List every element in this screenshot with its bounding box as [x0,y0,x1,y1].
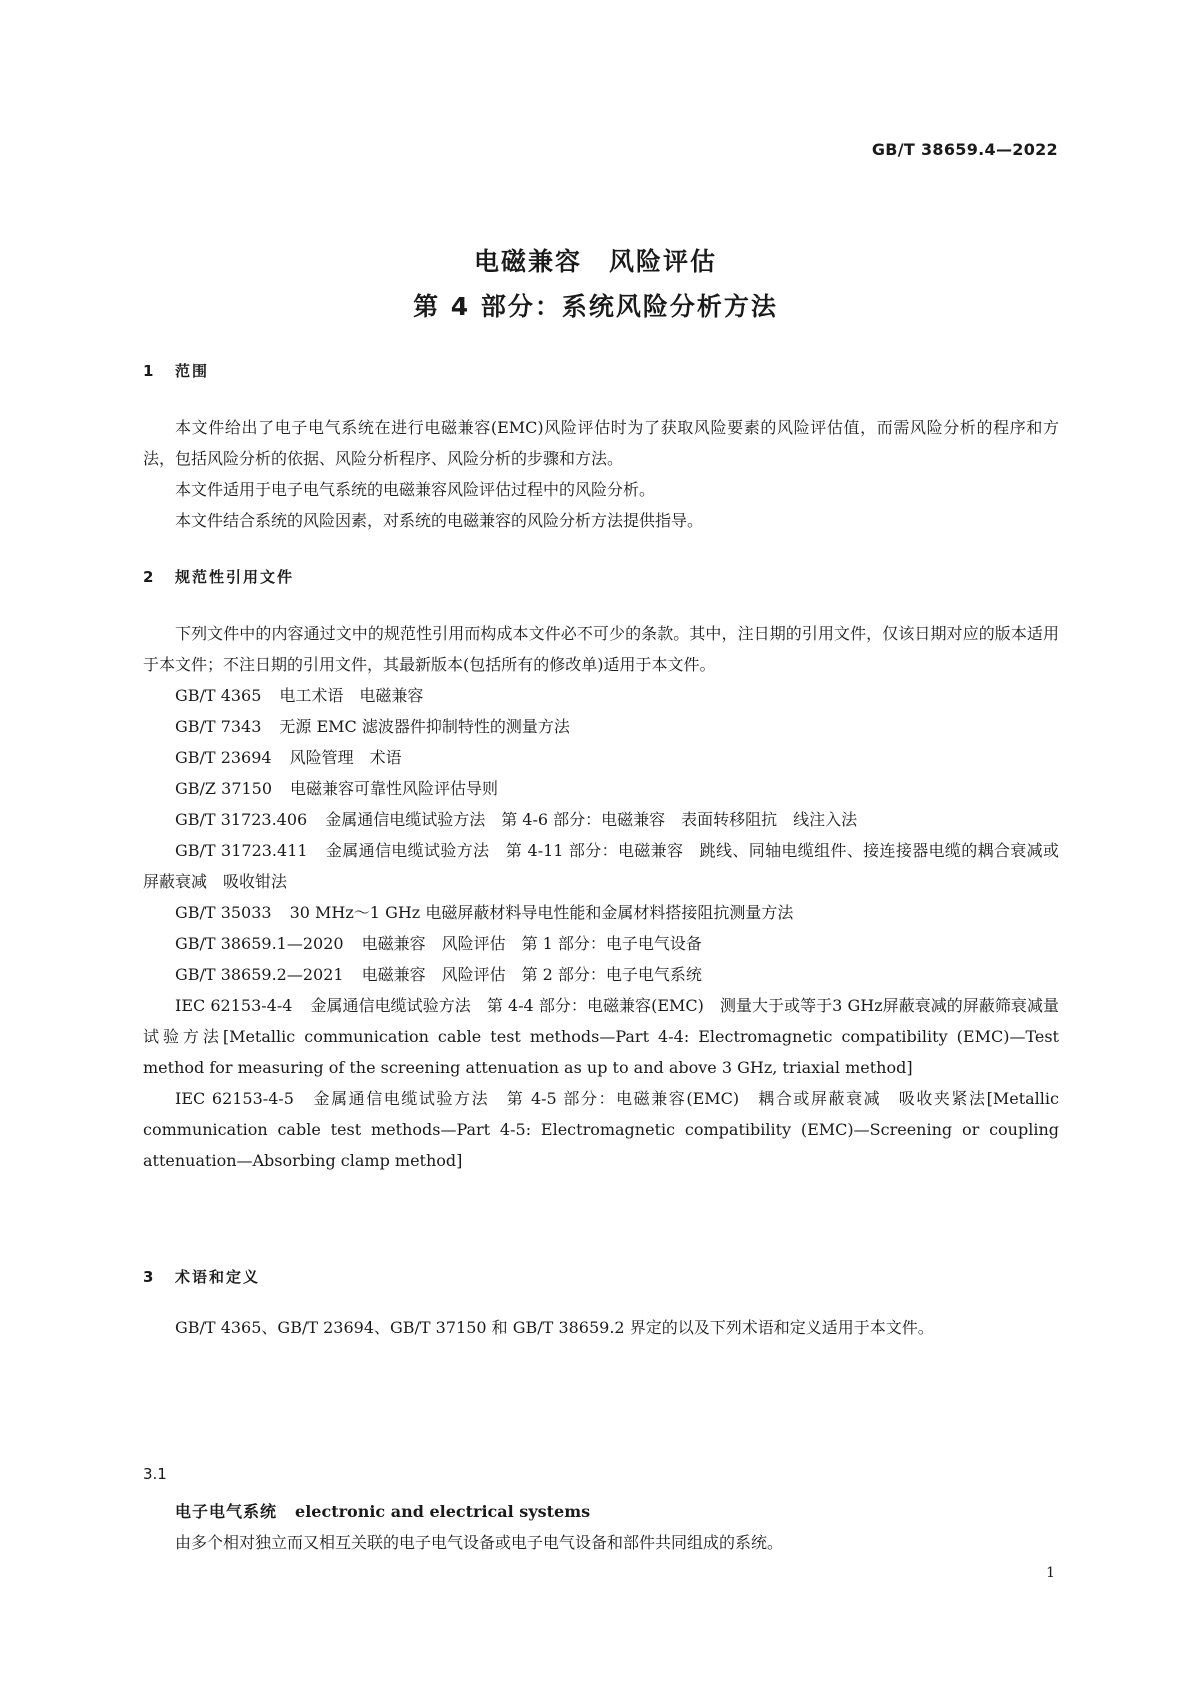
paragraph: 本文件给出了电子电气系统在进行电磁兼容(EMC)风险评估时为了获取风险要素的风险评估值，而需风险分析的程序和方法，包括风险分析的依据、风险分析程序、风险分析的步骤和方法。 [143,418,1059,468]
reference-code: GB/Z 37150 [175,779,273,798]
reference-title: 风险管理 术语 [289,748,402,767]
reference-item [143,1083,1059,1176]
reference-title: 电磁兼容可靠性风险评估导则 [290,779,499,798]
reference-item [143,742,1059,773]
reference-item [143,680,1059,711]
section-number: 1 [143,362,156,380]
reference-title: 无源 EMC 滤波器件抑制特性的测量方法 [279,717,570,736]
section-3-heading [143,1266,260,1287]
reference-title: 金属通信电缆试验方法 第 4-11 部分：电磁兼容 跳线、同轴电缆组件、接连接器电缆的耦合衰减或屏蔽衰减 吸收钳法 [143,841,1059,891]
reference-code: GB/T 38659.2—2021 [175,965,344,984]
page-number: 1 [1046,1565,1055,1581]
reference-code: IEC 62153-4-4 [175,996,293,1015]
title-line-1: 电磁兼容 风险评估 [473,247,717,276]
section-1-heading [143,360,209,381]
reference-title: 30 MHz～1 GHz 电磁屏蔽材料导电性能和金属材料搭接阻抗测量方法 [289,903,794,922]
section-1-body [143,412,1059,536]
term-english: electronic and electrical systems [295,1502,591,1521]
paragraph: 本文件适用于电子电气系统的电磁兼容风险评估过程中的风险分析。 [175,480,656,499]
reference-code: GB/T 38659.1—2020 [175,934,344,953]
paragraph: GB/T 4365、GB/T 23694、GB/T 37150 和 GB/T 38659.2 界定的以及下列术语和定义适用于本文件。 [175,1318,934,1337]
standard-code: GB/T 38659.4—2022 [871,140,1058,159]
term-definition: 由多个相对独立而又相互关联的电子电气设备或电子电气设备和部件共同组成的系统。 [175,1533,784,1552]
reference-title: 金属通信电缆试验方法 第 4-6 部分：电磁兼容 表面转移阻抗 线注入法 [325,810,858,829]
paragraph: 下列文件中的内容通过文中的规范性引用而构成本文件必不可少的条款。其中，注日期的引用文件，仅该日期对应的版本适用于本文件；不注日期的引用文件，其最新版本(包括所有的修改单)适用于本文件。 [143,624,1059,674]
reference-code: GB/T 31723.411 [175,841,308,860]
section-2-heading [143,566,294,587]
section-number: 2 [143,568,156,586]
reference-item [143,804,1059,835]
reference-item [143,990,1059,1083]
term-heading [175,1499,590,1522]
reference-item [143,959,1059,990]
reference-code: GB/T 23694 [175,748,272,767]
section-title: 规范性引用文件 [175,568,295,586]
reference-title: 电磁兼容 风险评估 第 1 部分：电子电气设备 [361,934,702,953]
reference-code: GB/T 7343 [175,717,262,736]
term-number: 3.1 [143,1465,167,1483]
section-title: 范围 [175,362,210,380]
reference-code: GB/T 35033 [175,903,272,922]
reference-item [143,835,1059,897]
reference-code: IEC 62153-4-5 [175,1089,294,1108]
title-line-2: 第 4 部分：系统风险分析方法 [413,292,778,321]
reference-code: GB/T 31723.406 [175,810,308,829]
reference-item [143,928,1059,959]
section-number: 3 [143,1268,156,1286]
reference-item [143,897,1059,928]
term-chinese: 电子电气系统 [175,1502,278,1521]
section-title: 术语和定义 [175,1268,261,1286]
reference-title: 电工术语 电磁兼容 [279,686,424,705]
paragraph: 本文件结合系统的风险因素，对系统的电磁兼容的风险分析方法提供指导。 [175,511,704,530]
reference-code: GB/T 4365 [175,686,262,705]
reference-item [143,711,1059,742]
reference-title: 金属通信电缆试验方法 第 4-4 部分：电磁兼容(EMC) 测量大于或等于3 GHz屏蔽衰减的屏蔽筛衰减量试验方法[Metallic communication cable test methods—Part 4-4: Electromagnetic compatibility (EMC)—Test method for measuring of the screening attenuation as up to and above 3 GHz, triaxial method] [143,996,1059,1077]
reference-title: 金属通信电缆试验方法 第 4-5 部分：电磁兼容(EMC) 耦合或屏蔽衰减 吸收夹紧法[Metallic communication cable test methods—Part 4-5: Electromagnetic compatibility (EMC)—Screening or coupling attenuation—Absorbing clamp method] [143,1089,1059,1170]
reference-item [143,773,1059,804]
section-3-body [143,1312,1059,1343]
section-2-body [143,618,1059,1176]
reference-title: 电磁兼容 风险评估 第 2 部分：电子电气系统 [361,965,702,984]
